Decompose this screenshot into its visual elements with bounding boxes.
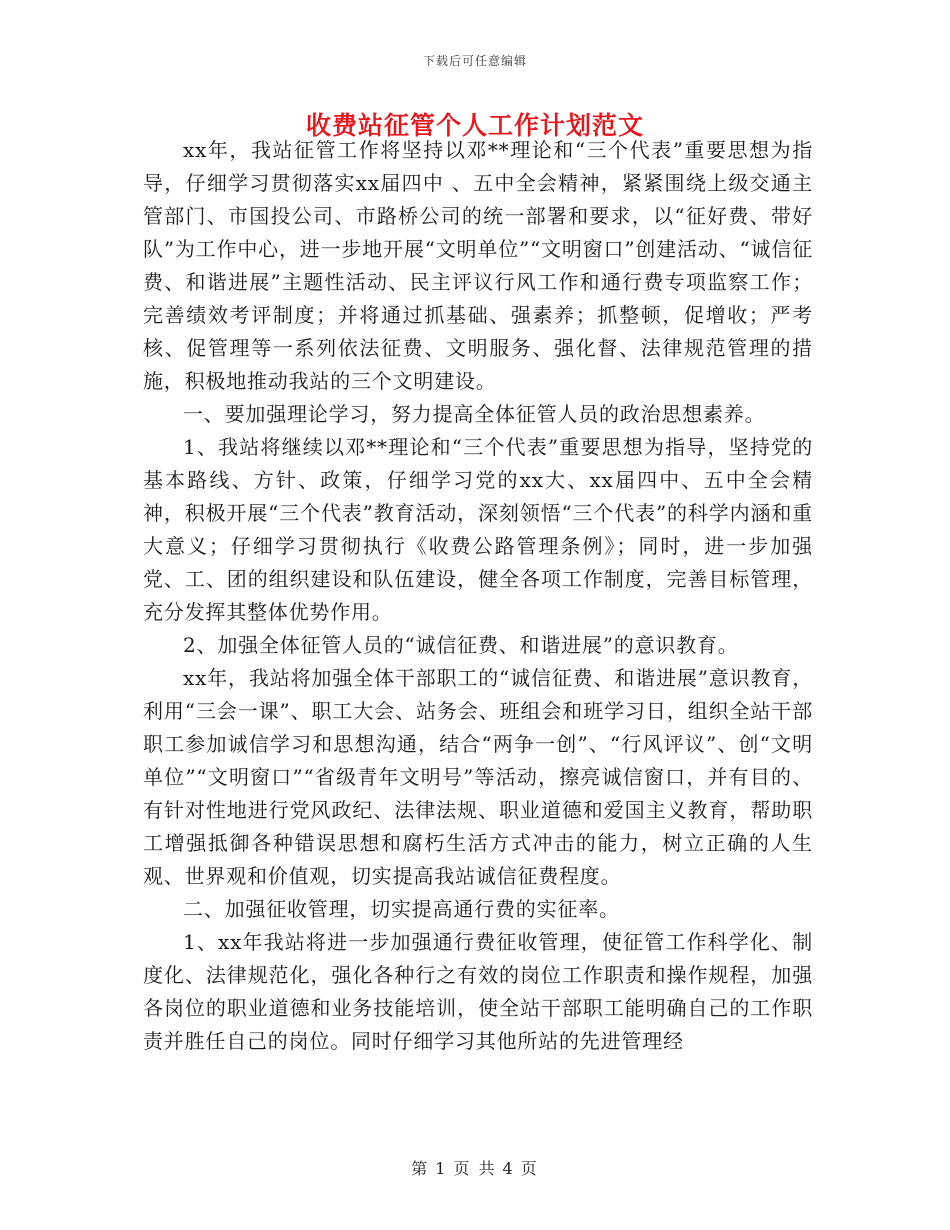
footer-middle: 页 共 — [453, 1159, 497, 1178]
paragraph-1-2: xx年，我站将加强全体干部职工的“诚信征费、和谐进展”意识教育，利用“三会一课”、职工大会、站务会、班组会和班学习日，组织全站干部职工参加诚信学习和思想沟通，结合“两争一创”、“行风评议”、创“文明单位”“文明窗口”“省级青年文明号”等活动，擦亮诚信窗口，并有目的、有针对性地进行党风政纪、法律法规、职业道德和爱国主义教育，帮助职工增强抵御各种错误思想和腐朽生活方式冲击的能力，树立正确的人生观、世界观和价值观，切实提高我站诚信征费程度。 — [143, 666, 813, 888]
header-note: 下载后可任意编辑 — [422, 54, 527, 68]
section-heading-1: 一、要加强理论学习，努力提高全体征管人员的政治思想素养。 — [183, 402, 766, 426]
paragraph-1-1: 1、我站将继续以邓**理论和“三个代表”重要思想为指导，坚持党的基本路线、方针、政策，仔细学习党的xx大、xx届四中、五中全会精神，积极开展“三个代表”教育活动，深刻领悟“三个代表”的科学内涵和重大意义；仔细学习贯彻执行《收费公路管理条例》；同时，进一步加强党、工、团的组织建设和队伍建设，健全各项工作制度，完善目标管理，充分发挥其整体优势作用。 — [143, 435, 813, 624]
paragraph-2-1: 1、xx年我站将进一步加强通行费征收管理，使征管工作科学化、制度化、法律规范化，强化各种行之有效的岗位工作职责和操作规程，加强各岗位的职业道德和业务技能培训，使全站干部职工能明确自己的工作职责并胜任自己的岗位。同时仔细学习其他所站的先进管理经 — [143, 930, 813, 1053]
footer-suffix: 页 — [520, 1159, 539, 1178]
paragraph-intro: xx年，我站征管工作将坚持以邓**理论和“三个代表”重要思想为指导，仔细学习贯彻落实xx届四中 、五中全会精神，紧紧围绕上级交通主管部门、市国投公司、市路桥公司的统一部署和要求，以“征好费、带好队”为工作中心，进一步地开展“文明单位”“文明窗口”创建活动、“诚信征费、和谐进展”主题性活动、民主评议行风工作和通行费专项监察工作；完善绩效考评制度；并将通过抓基础、强素养；抓整顿，促增收；严考核、促管理等一系列依法征费、文明服务、强化督、法律规范管理的措施，积极地推动我站的三个文明建设。 — [143, 138, 813, 393]
section-heading-2: 二、加强征收管理，切实提高通行费的实征率。 — [183, 897, 620, 921]
footer-prefix: 第 — [411, 1159, 430, 1178]
page-footer — [0, 1156, 950, 1179]
document-title: 收费站征管个人工作计划范文 — [305, 111, 644, 140]
paragraph-1-2-heading: 2、加强全体征管人员的“诚信征费、和谐进展”的意识教育。 — [183, 633, 739, 657]
footer-total-pages: 4 — [502, 1159, 515, 1178]
footer-page-number: 1 — [435, 1159, 448, 1178]
document-body — [143, 134, 813, 1058]
